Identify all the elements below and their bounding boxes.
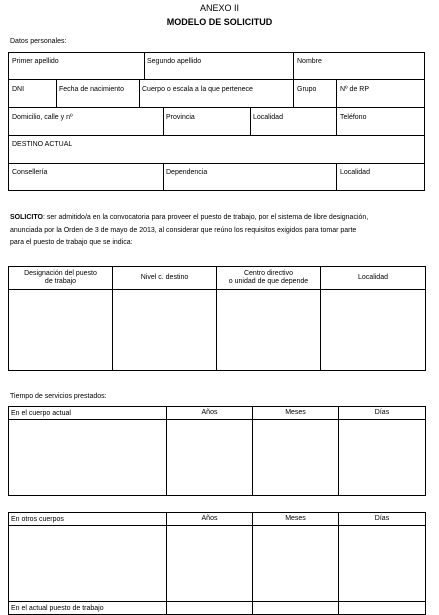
field-numero-rp[interactable]: Nº de RP [340, 86, 370, 93]
puesto-cell-centro[interactable] [217, 290, 321, 371]
otros-cuerpos-anos-cell[interactable] [167, 526, 253, 602]
field-cuerpo-escala[interactable]: Cuerpo o escala a la que pertenece [142, 86, 253, 93]
puesto-header-centro: Centro directivo o unidad de que depende [217, 267, 321, 290]
solicito-line-1: : ser admitido/a en la convocatoria para proveer el puesto de trabajo, por el sistema de libre designación, [42, 214, 369, 221]
cuerpo-actual-cell[interactable] [9, 420, 167, 496]
cuerpo-actual-dias-header: Días [339, 407, 426, 420]
servicios-heading: Tiempo de servicios prestados: [10, 393, 107, 400]
actual-puesto-dias-cell[interactable] [339, 602, 426, 615]
otros-cuerpos-cell[interactable] [9, 526, 167, 602]
field-fecha-nacimiento[interactable]: Fecha de nacimiento [59, 86, 124, 93]
personal-data-heading: Datos personales: [10, 38, 67, 45]
cuerpo-actual-anos-header: Años [167, 407, 253, 420]
solicito-line-2: anunciada por la Orden de 3 de mayo de 2013, al considerar que reúno los requisitos exigidos para tomar parte [10, 226, 357, 234]
puesto-table [8, 266, 426, 371]
field-primer-apellido[interactable]: Primer apellido [12, 58, 59, 65]
puesto-cell-localidad[interactable] [321, 290, 426, 371]
field-conselleria[interactable]: Consellería [12, 169, 48, 176]
cuerpo-actual-label: En el cuerpo actual [9, 407, 167, 420]
solicito-paragraph [10, 212, 430, 250]
field-segundo-apellido[interactable]: Segundo apellido [147, 58, 202, 65]
otros-cuerpos-dias-header: Días [339, 513, 426, 526]
puesto-cell-nivel[interactable] [113, 290, 217, 371]
field-dependencia[interactable]: Dependencia [166, 169, 208, 176]
field-provincia[interactable]: Provincia [166, 114, 195, 121]
cuerpo-actual-meses-header: Meses [253, 407, 339, 420]
actual-puesto-anos-cell[interactable] [167, 602, 253, 615]
field-grupo[interactable]: Grupo [297, 86, 317, 93]
otros-cuerpos-meses-cell[interactable] [253, 526, 339, 602]
field-nombre[interactable]: Nombre [297, 58, 322, 65]
actual-puesto-meses-cell[interactable] [253, 602, 339, 615]
cuerpo-actual-table [8, 406, 426, 496]
annex-label: ANEXO II [199, 3, 239, 13]
field-domicilio[interactable]: Domicilio, calle y nº [12, 114, 73, 121]
field-localidad[interactable]: Localidad [253, 114, 283, 121]
solicito-label: SOLICITO [10, 214, 43, 221]
puesto-header-nivel: Nivel c. destino [113, 267, 217, 290]
puesto-cell-designacion[interactable] [9, 290, 113, 371]
actual-puesto-label: En el actual puesto de trabajo [9, 602, 167, 615]
field-localidad-destino[interactable]: Localidad [340, 169, 370, 176]
otros-cuerpos-label: En otros cuerpos [9, 513, 167, 526]
puesto-header-localidad: Localidad [321, 267, 426, 290]
solicito-line-3: para el puesto de trabajo que se indica: [10, 239, 133, 246]
otros-cuerpos-table [8, 512, 426, 615]
cuerpo-actual-meses-cell[interactable] [253, 420, 339, 496]
otros-cuerpos-anos-header: Años [167, 513, 253, 526]
page-title: MODELO DE SOLICITUD [166, 17, 273, 27]
cuerpo-actual-anos-cell[interactable] [167, 420, 253, 496]
cuerpo-actual-dias-cell[interactable] [339, 420, 426, 496]
personal-data-form [8, 52, 425, 191]
field-dni[interactable]: DNI [12, 86, 25, 93]
puesto-header-designacion: Designación del puesto de trabajo [9, 267, 113, 290]
destino-actual-heading: DESTINO ACTUAL [12, 141, 73, 148]
field-telefono[interactable]: Teléfono [340, 114, 367, 121]
otros-cuerpos-meses-header: Meses [253, 513, 339, 526]
otros-cuerpos-dias-cell[interactable] [339, 526, 426, 602]
